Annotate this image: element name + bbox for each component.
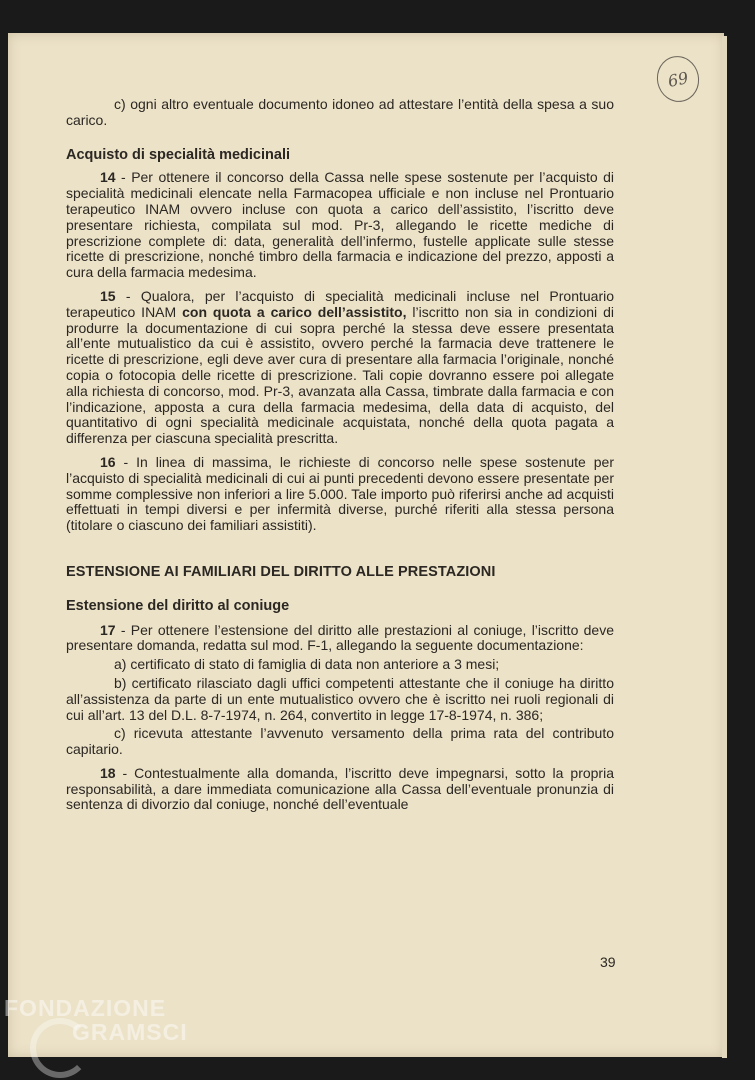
page-edge [722,36,727,1058]
watermark-line-1: FONDAZIONE [4,995,167,1021]
heading-coniuge: Estensione del diritto al coniuge [66,597,290,614]
page-number: 39 [600,954,616,970]
paragraph-15-bold: con quota a carico dell’assistito, [182,303,407,320]
paragraph-18-text: - Contestualmente alla domanda, l’iscritto deve impegnarsi, sotto la propria responsabilità, a dare immediata comunicazione alla Cassa dell’eventuale pronunzia di sentenza di divorzio dal coniuge, nonché dell’eventuale [66,764,614,813]
paragraph-15 [66,289,614,447]
paragraph-15-text-b: l’iscritto non sia in condizioni di produrre la documentazione di cui sopra perché la stessa deve essere presentata all’ente mutualistico da cui è assistito, ovvero perché la farmacia deve trattenere le ricette di prescrizione, egli deve aver cura di presentare alla farmacia l’originale, nonché copia o fotocopia delle ricette di prescrizione. Tali copie dovranno essere poi allegate alla richiesta di concorso, mod. Pr-3, avanzata alla Cassa, timbrate dalla farmacia e con l’indicazione, apposta a cura della farmacia medesima, della data di acquisto, del quantitativo di ogni specialità medicinale acquistata, nonché della quota pagata a differenza per ciascuna specialità prescritta. [66,303,614,447]
paragraph-14 [66,170,614,281]
list-item-a: a) certificato di stato di famiglia di data non anteriore a 3 mesi; [114,656,500,673]
watermark [4,996,188,1044]
watermark-line-2: GRAMSCI [72,1019,188,1045]
paragraph-18 [66,766,614,813]
paragraph-17-text: - Per ottenere l’estensione del diritto alle prestazioni al coniuge, l’iscritto deve presentare domanda, redatta sul mod. F-1, allegando la seguente documentazione: [66,621,614,654]
paragraph-14-text: - Per ottenere il concorso della Cassa nelle spese sostenute per l’acquisto di specialità medicinali elencate nella Farmacopea ufficiale e non incluse nel Prontuario terapeutico INAM ovvero incluse con quota a carico dell’assistito, l’iscritto deve presentare richiesta, compilata sul mod. Pr-3, allegando le ricette mediche di prescrizione complete di: data, generalità dell’infermo, fustelle applicate sulle stesse ricette di prescrizione, nonché timbro della farmacia e indicazione del prezzo, apposti a cura della farmacia medesima. [66,169,614,281]
page-content [66,64,614,813]
paragraph-15-text-a: - Qualora, per l’acquisto di specialità medicinali incluse nel Prontuario terapeutico INAM [66,287,614,320]
list-item-c: c) ricevuta attestante l’avvenuto versamento della prima rata del contributo capitario. [66,725,614,758]
paragraph-16-number: 16 [100,453,116,470]
paragraph-17 [66,623,614,655]
stamp-number: 69 [666,67,690,91]
heading-estensione: ESTENSIONE AI FAMILIARI DEL DIRITTO ALLE PRESTAZIONI [66,563,496,580]
heading-acquisto: Acquisto di specialità medicinali [66,146,291,163]
paragraph-16 [66,455,614,534]
paragraph-18-number: 18 [100,764,116,781]
list-item-b: b) certificato rilasciato dagli uffici competenti attestante che il coniuge ha diritto all’assistenza da parte di un ente mutualistico ovvero che è iscritto nei ruoli regionali di cui all’art. 13 del D.L. 8-7-1974, n. 264, convertito in legge 17-8-1974, n. 386; [66,674,614,723]
paragraph-16-text: - In linea di massima, le richieste di concorso nelle spese sostenute per l’acquisto di specialità medicinali di cui ai punti precedenti devono essere presentate per somme complessive non inferiori a lire 5.000. Tale importo può riferirsi anche ad acquisti effettuati in tempi diversi e per infermità diverse, purché riferiti alla stessa persona (titolare o ciascuno dei familiari assistiti). [66,453,614,534]
paragraph-intro: c) ogni altro eventuale documento idoneo ad attestare l’entità della spesa a suo carico. [66,96,614,128]
paragraph-17-number: 17 [100,621,116,638]
paragraph-14-number: 14 [100,169,116,186]
paragraph-15-number: 15 [100,287,116,304]
